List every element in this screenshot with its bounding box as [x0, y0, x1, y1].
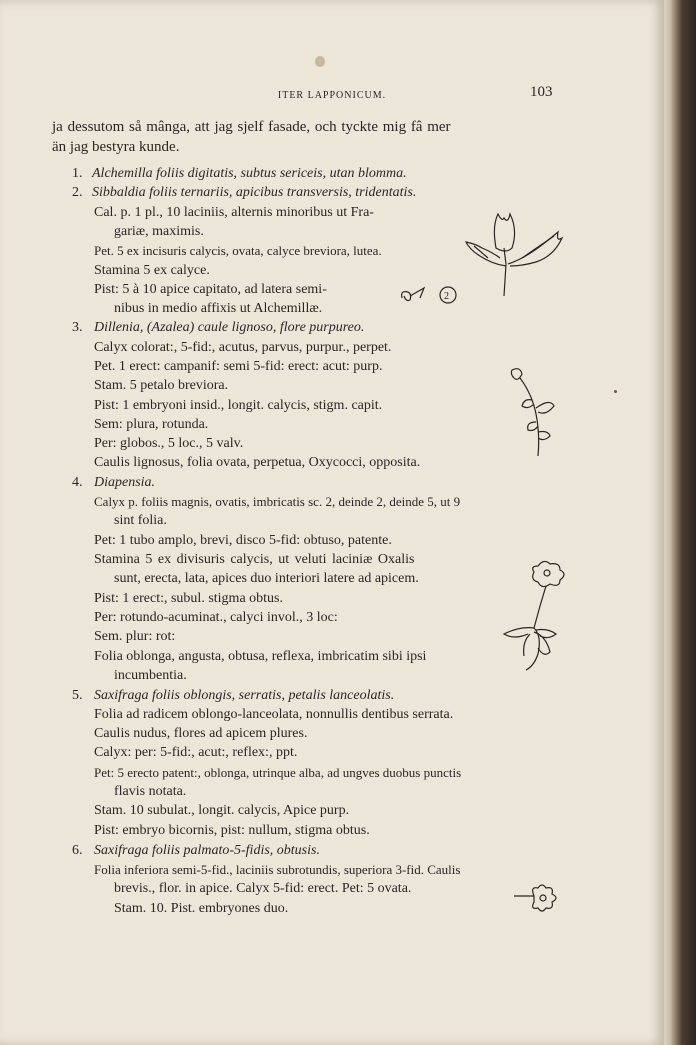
- intro-line: ja dessutom så mânga, att jag sjelf fasade, och tyckte mig fâ mer: [52, 119, 451, 135]
- item-line: brevis., flor. in apice. Calyx 5-fid: erect. Pet: 5 ovata.: [114, 881, 412, 896]
- page-speck: [614, 390, 617, 393]
- page-number: 103: [530, 84, 553, 100]
- item-line: sunt, erecta, lata, apices duo interiori latere ad apicem.: [114, 571, 419, 586]
- item-line: Sem. plur: rot:: [94, 629, 176, 644]
- item-line: flavis notata.: [114, 784, 187, 799]
- page-stain: [315, 56, 325, 67]
- diapensia-plant-sketch: [494, 556, 574, 672]
- item-line: Per: globos., 5 loc., 5 valv.: [94, 436, 244, 451]
- item-line: Stam. 10 subulat., longit. calycis, Apice purp.: [94, 803, 350, 818]
- item-line: Stamina 5 ex calyce.: [94, 263, 210, 278]
- item-number: 1.: [72, 166, 83, 181]
- item-line: Cal. p. 1 pl., 10 laciniis, alternis minoribus ut Fra-: [94, 205, 374, 220]
- item-number: 3.: [72, 320, 83, 335]
- item-line: Stam. 10. Pist. embryones duo.: [114, 901, 289, 916]
- item-line: Per: rotundo-acuminat., calyci invol., 3 loc:: [94, 610, 338, 625]
- item-line: Pist: 5 à 10 apice capitato, ad latera semi-: [94, 282, 327, 297]
- item-line: Calyx p. foliis magnis, ovatis, imbricatis sc. 2, deinde 2, deinde 5, ut 9: [94, 494, 461, 509]
- item-line: Calyx colorat:, 5-fid:, acutus, parvus, purpur., perpet.: [94, 340, 392, 355]
- item-line: Pist: 1 erect:, subul. stigma obtus.: [94, 591, 283, 606]
- running-title: ITER LAPPONICUM.: [277, 90, 387, 101]
- item-number: 4.: [72, 475, 83, 490]
- item-line: sint folia.: [114, 513, 167, 528]
- item-line: Alchemilla foliis digitatis, subtus sericeis, utan blomma.: [92, 166, 407, 181]
- item-line: Stam. 5 petalo breviora.: [94, 378, 229, 393]
- item-line: Pet. 5 ex incisuris calycis, ovata, calyce breviora, lutea.: [94, 243, 382, 258]
- item-line: Sibbaldia foliis ternariis, apicibus transversis, tridentatis.: [92, 185, 417, 200]
- item-line: Folia ad radicem oblongo-lanceolata, nonnullis dentibus serrata.: [94, 707, 454, 722]
- saxifraga-sketch: [512, 880, 568, 914]
- dillenia-sprig-sketch: [506, 364, 564, 460]
- item-line: nibus in medio affixis ut Alchemillæ.: [114, 301, 323, 316]
- item-line: Stamina 5 ex divisuris calycis, ut veluti laciniæ Oxalis: [94, 552, 415, 567]
- item-line: Pist: 1 embryoni insid., longit. calycis, stigm. capit.: [94, 398, 383, 413]
- item-number: 2.: [72, 185, 83, 200]
- item-line: Sem: plura, rotunda.: [94, 417, 209, 432]
- fruit-sketches: [398, 282, 462, 306]
- item-line: Calyx: per: 5-fid:, acut:, reflex:, ppt.: [94, 745, 298, 760]
- item-line: Pist: embryo bicornis, pist: nullum, stigma obtus.: [94, 823, 370, 838]
- item-line: Pet: 5 erecto patent:, oblonga, utrinque alba, ad ungves duobus punctis: [94, 765, 462, 780]
- item-line: Pet. 1 erect: campanif: semi 5-fid: erect: acut: purp.: [94, 359, 383, 374]
- item-line: Saxifraga foliis oblongis, serratis, petalis lanceolatis.: [94, 688, 395, 703]
- item-line: gariæ, maximis.: [114, 224, 204, 239]
- item-number: 5.: [72, 688, 83, 703]
- item-line: Diapensia.: [94, 475, 156, 490]
- item-line: incumbentia.: [114, 668, 187, 683]
- item-line: Folia inferiora semi-5-fid., laciniis subrotundis, superiora 3-fid. Caulis: [94, 862, 461, 877]
- intro-line: än jag bestyra kunde.: [52, 139, 180, 155]
- item-number: 6.: [72, 843, 83, 858]
- page-edge: [664, 0, 696, 1045]
- item-line: Caulis nudus, flores ad apicem plures.: [94, 726, 308, 741]
- sibbaldia-flower-sketch: [462, 208, 570, 298]
- item-line: Pet: 1 tubo amplo, brevi, disco 5-fid: obtuso, patente.: [94, 533, 392, 548]
- item-line: Folia oblonga, angusta, obtusa, reflexa, imbricatim sibi ipsi: [94, 649, 427, 664]
- item-line: Caulis lignosus, folia ovata, perpetua, Oxycocci, opposita.: [94, 455, 421, 470]
- item-line: Dillenia, (Azalea) caule lignoso, flore purpureo.: [94, 320, 365, 335]
- item-line: Saxifraga foliis palmato-5-fidis, obtusis.: [94, 843, 320, 858]
- sketch-label: 2: [444, 291, 449, 302]
